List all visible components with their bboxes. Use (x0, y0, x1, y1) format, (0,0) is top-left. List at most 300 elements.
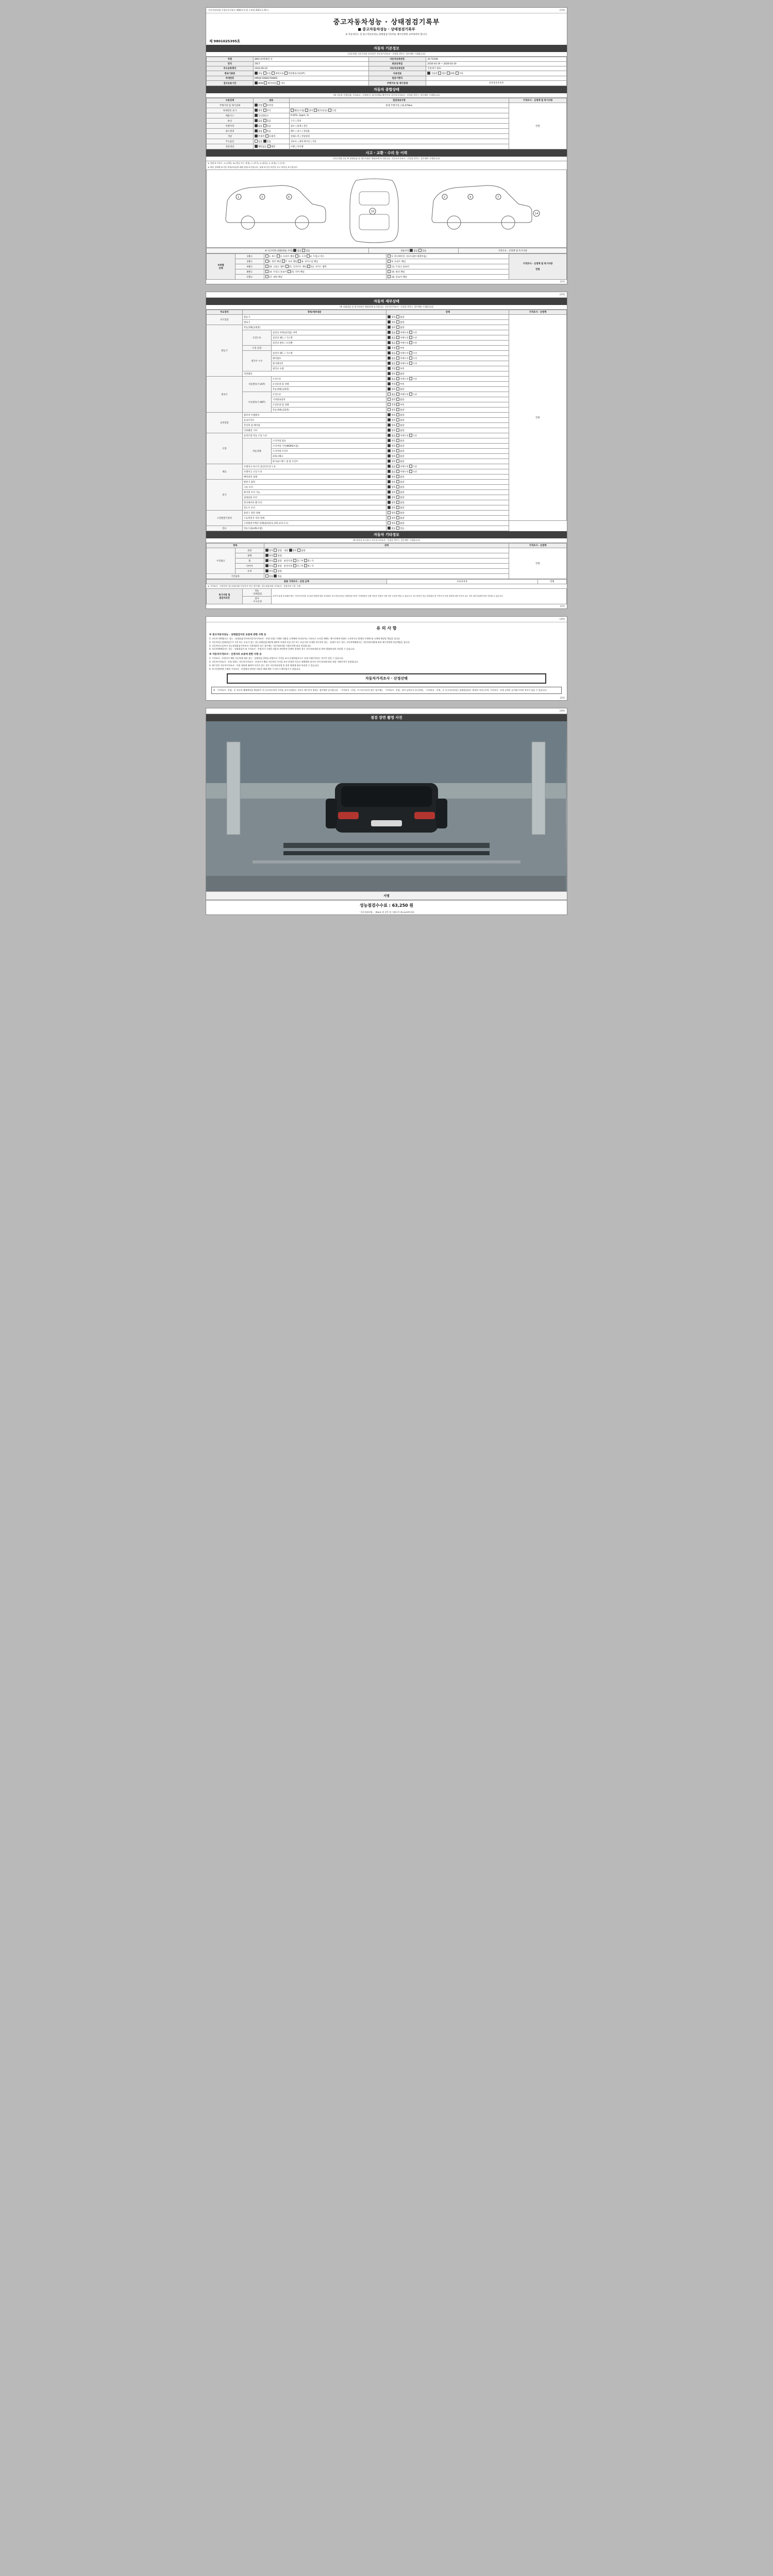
car-diagram-svg (207, 170, 566, 246)
checkbox-cl-ok[interactable] (388, 413, 391, 416)
item-waterpump: 워터펌프 (271, 356, 386, 361)
svg-text:6: 6 (288, 196, 290, 199)
checkbox-cr-bad[interactable] (396, 372, 399, 375)
label-transmission: 주소등록형식 (207, 66, 254, 71)
checkbox-simple-none[interactable] (410, 249, 413, 252)
checkbox-mt-leak2[interactable] (409, 393, 412, 396)
checkbox-vin-diff[interactable] (305, 109, 308, 112)
checkbox-fm-ok[interactable] (388, 501, 391, 504)
checkbox-usage-yes[interactable] (263, 129, 266, 132)
checkbox-st-ok[interactable] (388, 485, 391, 488)
state-mt-gear: 양호 불량 (386, 397, 509, 402)
checkbox-sd-engine-bad[interactable] (396, 315, 399, 318)
sheet3-page: (3쪽) (560, 618, 565, 620)
value-year: 2017 (253, 62, 368, 66)
checkbox-mtq-low[interactable] (396, 403, 399, 406)
checkbox-wp-micro[interactable] (396, 357, 399, 360)
checkbox-sd-engine-ok[interactable] (388, 315, 391, 318)
state-tierod: 양호 불량 (386, 459, 509, 464)
accident-price-cell: 가격조사 · 산정액 및 특기사항 만원 (509, 254, 567, 280)
checkbox-sd-trans-ok[interactable] (388, 320, 391, 324)
label-year: 연식 (207, 62, 254, 66)
checkbox-fuel-gasoline[interactable] (427, 72, 430, 75)
item-steer-joint: 스티어링 조인트 (271, 449, 386, 454)
checkbox-part-4[interactable] (307, 255, 310, 258)
group-fuel: 연료 (207, 526, 243, 531)
checkbox-ti-fr[interactable] (293, 564, 296, 567)
accident-legend-1: ※ 상태 표시부호 : X (교환), W (판금 또는 용접), C (부식), A (흠집), U (요철), T (손상) (208, 162, 285, 164)
checkbox-sj-ok[interactable] (388, 449, 391, 452)
checkbox-wh-lr[interactable] (304, 559, 307, 562)
checkbox-ext-bad[interactable] (274, 549, 277, 552)
checkbox-part-12[interactable] (307, 265, 310, 268)
signature-band: 서명 (206, 891, 567, 900)
checkbox-bo-micro[interactable] (396, 341, 399, 344)
checkbox-option-yes[interactable] (263, 140, 266, 143)
checkbox-cp-ok[interactable] (388, 511, 391, 514)
item-starter: 시동 모터 (242, 485, 386, 490)
checkbox-ti-ok[interactable] (265, 564, 268, 567)
section-overall-note: (※ 자동차 주행중량, 가격조사 · 산정액 등 평가자체를 확인인의 자동차가격조사 · 산정을 받은는 경우에만 기재합니다) (206, 93, 567, 98)
checkbox-bs-bad[interactable] (396, 475, 399, 478)
row-recall-cat: 리콜대상 (207, 144, 254, 149)
state-charge-port: 양호 불량 (386, 511, 509, 516)
checkbox-color-mono[interactable] (255, 134, 258, 138)
checkbox-rad-micro[interactable] (396, 362, 399, 365)
sheet-1 (206, 7, 567, 284)
checkbox-simple-yes[interactable] (418, 249, 422, 252)
checkbox-st-bad[interactable] (396, 485, 399, 488)
checkbox-int-bad[interactable] (297, 549, 300, 552)
checkbox-gl-ok[interactable] (265, 569, 268, 572)
sheet-3 (206, 616, 567, 701)
checkbox-mc-leak[interactable] (409, 465, 412, 468)
simple-repair: 단순수리 없음 있음 (368, 248, 459, 253)
checkbox-bk-none[interactable] (388, 470, 391, 473)
sign-row2-label: 검사 · 조사산정 (242, 597, 271, 604)
checkbox-mtg-ok[interactable] (388, 398, 391, 401)
checkbox-mtw-ok[interactable] (388, 408, 391, 411)
checkbox-history-yes[interactable] (263, 124, 266, 127)
checkbox-fuel-diesel[interactable] (438, 72, 441, 75)
fee-label: 성능점검수수료 (359, 903, 388, 908)
label-model: 차명 (207, 57, 254, 62)
checkbox-mtw-bad[interactable] (396, 408, 399, 411)
checkbox-wi-ok[interactable] (388, 490, 391, 494)
checkbox-bi-yes[interactable] (274, 574, 277, 578)
other-table (206, 543, 567, 579)
page-subnote: ※ 자동차인도 전 중고자동차성능·상태점검기록부를 매수인에게 교부하여야 합니다. (345, 33, 428, 36)
page-number: (1쪽) (560, 9, 565, 11)
total-unit: 만원 (538, 580, 567, 584)
other-row-wheel: 휠 (235, 558, 264, 564)
row-color-opts: 무채색 유채색 (253, 134, 289, 139)
sub-steer-work: 작동상태 (242, 438, 271, 464)
value-engine (426, 76, 567, 81)
item-wiper: 와이퍼 모터 기능 (242, 490, 386, 495)
state-mt-qty: 적정 부족 (386, 402, 509, 408)
checkbox-mtq-ok[interactable] (388, 403, 391, 406)
rank-2-left: 6. 쿼터 패널 7. 루프 패널 8. 사이드실 패널 (264, 259, 386, 264)
checkbox-pc-ok[interactable] (388, 454, 391, 457)
checkbox-at-micro[interactable] (396, 377, 399, 380)
svg-text:2: 2 (444, 196, 446, 199)
accident-question: ※ 사고이력 (외판/단순 수리) 없음 있음 (207, 248, 369, 253)
state-diff: 양호 불량 (386, 428, 509, 433)
label-gearbox: 변속기종류 (207, 71, 254, 76)
checkbox-hw-ok[interactable] (388, 521, 391, 524)
checkbox-mt-none[interactable] (388, 393, 391, 396)
checkbox-part-5[interactable] (388, 255, 391, 258)
value-inspection: OEM 제작차용 기타 (253, 81, 368, 86)
label-odometer: 주행거리 및 계기상태 (368, 81, 426, 86)
state-powercrank: 양호 불량 (386, 454, 509, 459)
checkbox-part-10[interactable] (265, 265, 268, 268)
checkbox-vin-ok[interactable] (255, 109, 258, 112)
checkbox-sp-bad[interactable] (396, 439, 399, 442)
checkbox-ext-ok[interactable] (265, 549, 268, 552)
sheet1-footer: (1쪽) (560, 280, 565, 283)
car-damage-diagram[interactable] (206, 170, 567, 248)
checkbox-cq-ok[interactable] (388, 367, 391, 370)
row-color-cat: 색상 (207, 134, 254, 139)
checkbox-hg-micro[interactable] (396, 336, 399, 339)
checkbox-part-15[interactable] (288, 270, 291, 273)
checkbox-ps-micro[interactable] (396, 434, 399, 437)
checkbox-rc-micro[interactable] (396, 331, 399, 334)
checkbox-cvt[interactable] (284, 72, 288, 75)
checkbox-hg-leak[interactable] (409, 336, 412, 339)
row-usage-opts: 없음 있음 (253, 129, 289, 134)
state-coolant-head: 없음 미세누수 누수 (386, 351, 509, 356)
checkbox-ch-micro[interactable] (396, 351, 399, 354)
checkbox-bo-leak[interactable] (409, 341, 412, 344)
checkbox-emission-co[interactable] (255, 114, 258, 117)
checkbox-ti-bad[interactable] (274, 564, 277, 567)
checkbox-pol-bad[interactable] (274, 554, 277, 557)
state-steer-joint: 양호 불량 (386, 449, 509, 454)
state-steer-pump: 양호 불량 (386, 438, 509, 444)
checkbox-bk-micro[interactable] (396, 470, 399, 473)
checkbox-hg-none[interactable] (388, 336, 391, 339)
state-at-work: 양호 불량 (386, 387, 509, 392)
item-mt-qty: 오일유량 및 상태 (271, 402, 386, 408)
row-odo-cat: 주행거리 및 계기상태 (207, 103, 254, 108)
checkbox-fuel-lpg[interactable] (447, 72, 450, 75)
checkbox-cr-ok[interactable] (388, 372, 391, 375)
section-overall-title: 자동차 종합상태 (206, 86, 567, 93)
checkbox-rad-none[interactable] (388, 362, 391, 365)
checkbox-at-none[interactable] (388, 377, 391, 380)
sheet-2 (206, 292, 567, 609)
checkbox-usage-none[interactable] (255, 129, 258, 132)
checkbox-wp-none[interactable] (388, 357, 391, 360)
item-hv-wiring: 고전원전기배선 상태(접속단자,피복,보호기구) (242, 521, 386, 526)
checkbox-ds-ok[interactable] (388, 423, 391, 427)
value-odometer: 0 0 0 0 0 0 0 (426, 81, 567, 86)
checkbox-oem[interactable] (255, 81, 258, 84)
checkbox-part-2[interactable] (277, 255, 280, 258)
row-tuning-cat: 튜닝 (207, 118, 254, 124)
other-price-cell: 만원 (509, 548, 567, 579)
checkbox-fm-bad[interactable] (396, 501, 399, 504)
checkbox-int-ok[interactable] (289, 549, 292, 552)
checkbox-ti-lr[interactable] (304, 564, 307, 567)
notice-p8: 4. 특기사항란에 기재된 가격조사 · 산정액과 관련된 사항은 매매 계약 시 반드시 확인하시기 바랍니다. (209, 667, 301, 670)
row-tuning-opts: 없음 있음 (253, 118, 289, 124)
state-windowmotor: 양호 불량 (386, 505, 509, 511)
state-waterpump: 없음 미세누수 누수 (386, 356, 509, 361)
label-plate: 자동차등록번호 (368, 57, 426, 62)
rank-2: 2랭크 (235, 259, 264, 264)
item-hv-battery: 구동축전지 격리 상태 (242, 516, 386, 521)
checkbox-atq-low[interactable] (396, 382, 399, 385)
sub-mt: 수동변속기 (M/T) (242, 392, 271, 413)
checkbox-vin-paint[interactable] (328, 109, 331, 112)
detail-col-group: 주요장치 (207, 310, 243, 315)
checkbox-option-none[interactable] (255, 140, 258, 143)
label-engine-type: 자동차등록번호 (368, 66, 426, 71)
checkbox-bk-leak[interactable] (409, 470, 412, 473)
checkbox-rc-leak[interactable] (409, 331, 412, 334)
overall-table (206, 98, 567, 149)
checkbox-cq-low[interactable] (396, 367, 399, 370)
item-blower: 실내송풍 모터 (242, 495, 386, 500)
item-radiator: 라디에이터 (271, 361, 386, 366)
item-at-leak: 오일누유 (271, 377, 386, 382)
section-basic-note: (자동차법 기준가격표 등사인은 자동차가격조사 · 산정을 받은는 경우에만 기재합니다) (206, 52, 567, 57)
checkbox-vin-rust[interactable] (263, 109, 266, 112)
checkbox-vin-mod[interactable] (314, 109, 317, 112)
checkbox-rc-none[interactable] (388, 331, 391, 334)
simple-repair-label: 단순수리 (400, 250, 410, 252)
item-alternator: 발전기 출력 (242, 480, 386, 485)
notice-p1: 1. 자동차 매매업자는 성능 · 상태점검기록부(자동차가격조사 · 산정 포함) 기재된 내용을 고객에게 아니하거나 거짓으로 고지할 때에는 매수인에게 허위로 고지하거나 발생한 문제에 대 고객에 배상할 책임을 집니다. (209, 637, 400, 640)
checkbox-recall-yes[interactable] (267, 145, 271, 148)
checkbox-tuning-none[interactable] (255, 119, 258, 122)
checkbox-sj-bad[interactable] (396, 449, 399, 452)
checkbox-tr-bad[interactable] (396, 460, 399, 463)
svg-text:10: 10 (371, 210, 375, 213)
checkbox-al-ok[interactable] (388, 480, 391, 483)
checkbox-bs-ok[interactable] (388, 475, 391, 478)
section-other-title: 자동차 기타정보 (206, 531, 567, 538)
checkbox-bi-none[interactable] (265, 574, 268, 578)
checkbox-ch-leak[interactable] (409, 351, 412, 354)
checkbox-oq-low[interactable] (396, 346, 399, 349)
label-vin: 차대번호 (207, 76, 254, 81)
checkbox-wh-fr[interactable] (293, 559, 296, 562)
other-row-basic: 기본품목 (207, 574, 264, 579)
checkbox-part-1[interactable] (265, 255, 268, 258)
checkbox-bl-bad[interactable] (396, 496, 399, 499)
checkbox-sg-bad[interactable] (396, 444, 399, 447)
value-plate: 26가0199 (426, 57, 567, 62)
checkbox-part-9[interactable] (388, 260, 391, 263)
document-page (0, 0, 773, 915)
value-fuel: 가솔린 경유 LPG 기타 (426, 71, 567, 76)
checkbox-part-14[interactable] (265, 270, 268, 273)
checkbox-wh-ok[interactable] (265, 559, 268, 562)
checkbox-wi-bad[interactable] (396, 490, 399, 494)
item-diff: 디퍼렌셜 기어 (242, 428, 386, 433)
state-blower: 양호 불량 (386, 495, 509, 500)
total-label-text: 최종 가격조사 · 산정 금액 (283, 581, 309, 583)
section-accident-title: 사고 · 교환 · 수리 등 이력 (206, 149, 567, 157)
checkbox-wh-bad[interactable] (274, 559, 277, 562)
label-first-reg: 최초등록일 (368, 62, 426, 66)
checkbox-fuel-etc[interactable] (456, 72, 459, 75)
checkbox-eng-idle-ok[interactable] (388, 326, 391, 329)
row-vin-detail: 훼손(오염) 상이 변조(타공) 도말 (289, 108, 509, 113)
item-steer-pump: 스티어링 펌프 (271, 438, 386, 444)
checkbox-mc-micro[interactable] (396, 465, 399, 468)
section-accident-note: (자동차법 기준 ※ 상태점검 및 평가사항은 해당란에 표기합니다. 자동차가격조사 · 산정을 받은는 경우에만 기재합니다) (206, 157, 567, 161)
other-col-state: 상태 (264, 544, 509, 548)
rank-c-right: 18. 플로어 패널 (386, 275, 509, 280)
other-state-glass: 양호 불량 (264, 569, 509, 574)
checkbox-sg-ok[interactable] (388, 444, 391, 447)
sign-group-label: 특기사항 및 점검자의견 (207, 589, 243, 604)
photo-footer: 「자동차관리법」 제58조 및 같은 법 시행규칙 제120조에 따라 (359, 910, 414, 913)
checkbox-auto[interactable] (255, 72, 258, 75)
checkbox-tr-ok[interactable] (388, 460, 391, 463)
checkbox-color-chroma[interactable] (265, 134, 268, 138)
row-history-opts: 없음 있음 (253, 124, 289, 129)
item-selfdiag-engine: 원동기 (242, 315, 386, 320)
checkbox-nonoem[interactable] (264, 81, 267, 84)
checkbox-accident-none[interactable] (293, 249, 296, 252)
checkbox-atq-ok[interactable] (388, 382, 391, 385)
item-oilqty (271, 346, 386, 351)
label-fuel: 사용연료 (368, 71, 426, 76)
checkbox-df-ok[interactable] (388, 429, 391, 432)
checkbox-cp-bad[interactable] (396, 511, 399, 514)
signature-table (206, 588, 567, 604)
checkbox-pol-ok[interactable] (265, 554, 268, 557)
checkbox-manual[interactable] (263, 72, 266, 75)
item-mt-gear: 기어변속장치 (271, 397, 386, 402)
checkbox-part-13[interactable] (388, 265, 391, 268)
section-basic-title: 자동차 기본정보 (206, 45, 567, 52)
rank-2-items: 5. 라디에이터 서포트(볼트체결부품) (386, 254, 509, 259)
checkbox-wm-bad[interactable] (396, 506, 399, 509)
checkbox-hb-bad[interactable] (396, 516, 399, 519)
item-booster: 배력장치 상태 (242, 474, 386, 480)
rank-b-left: 14. 트렁크 플로어 15. 리어 패널 (264, 269, 386, 275)
other-state-polish: 양호 불량 (264, 553, 509, 558)
notice-h1: ※ 중고자동차성능 · 상태점검자의 보증에 관한 사항 등 (209, 634, 266, 636)
checkbox-etc2[interactable] (277, 81, 280, 84)
checkbox-recall-na[interactable] (255, 145, 258, 148)
checkbox-pc-bad[interactable] (396, 454, 399, 457)
row-option-cat: 주요옵션 (207, 139, 254, 144)
checkbox-wm-ok[interactable] (388, 506, 391, 509)
notice-p6: 2. 자동차가격조사 · 산정 결과는 자동차가격조사 · 산정자가 해당 자동차의 가격을 조사·산정한 것으로 매매계약 당사자 간의 합의에 따라 최종 거래가격이 결정됩니다. (209, 660, 359, 663)
item-coolant-qty: 냉각수 수량 (271, 366, 386, 371)
other-row-exterior: 외장 (235, 548, 264, 553)
checkbox-odo-ok[interactable] (255, 104, 258, 107)
checkbox-tuning-yes[interactable] (263, 119, 266, 122)
state-commonrail: 양호 불량 (386, 371, 509, 377)
checkbox-hb-ok[interactable] (388, 516, 391, 519)
checkbox-al-bad[interactable] (396, 480, 399, 483)
checkbox-fl-yes[interactable] (396, 527, 399, 530)
checkbox-bl-ok[interactable] (388, 496, 391, 499)
page-subtitle: ■ 중고자동차성능 · 상태점검기록부 (358, 27, 415, 31)
checkbox-part-3[interactable] (295, 255, 298, 258)
checkbox-at-leak2[interactable] (409, 377, 412, 380)
checkbox-vin-damage[interactable] (291, 109, 294, 112)
checkbox-history-none[interactable] (255, 124, 258, 127)
state-rocker-cover: 없음 미세누유 누유 (386, 330, 509, 335)
checkbox-ps-leak[interactable] (409, 434, 412, 437)
checkbox-fl-none[interactable] (388, 527, 391, 530)
checkbox-ds-bad[interactable] (396, 423, 399, 427)
state-coolant-qty: 적정 부족 (386, 366, 509, 371)
checkbox-mt-micro[interactable] (396, 393, 399, 396)
checkbox-wp-leak[interactable] (409, 357, 412, 360)
checkbox-odo-bad[interactable] (263, 104, 266, 107)
checkbox-gl-bad[interactable] (274, 569, 277, 572)
checkbox-eng-idle-bad[interactable] (396, 326, 399, 329)
checkbox-ch-none[interactable] (388, 351, 391, 354)
label-engine: 원동기형식 (368, 76, 426, 81)
checkbox-oq-ok[interactable] (388, 346, 391, 349)
checkbox-part-7[interactable] (282, 260, 285, 263)
checkbox-sp-ok[interactable] (388, 439, 391, 442)
fee-unit: 원 (409, 903, 414, 908)
checkbox-part-16[interactable] (388, 270, 391, 273)
checkbox-df-bad[interactable] (396, 429, 399, 432)
checkbox-accident-yes[interactable] (302, 249, 305, 252)
checkbox-bo-none[interactable] (388, 341, 391, 344)
sheet2-footer: (2쪽) (560, 605, 565, 607)
rank-a: A랭크 (235, 264, 264, 269)
checkbox-cv-ok[interactable] (388, 418, 391, 421)
checkbox-semi[interactable] (272, 72, 275, 75)
checkbox-hw-bad[interactable] (396, 521, 399, 524)
col-detail: 점검내용사항 (289, 98, 509, 103)
item-cvjoint: 등속조인트 (242, 418, 386, 423)
row-emission-cat: 배출가스 (207, 113, 254, 118)
state-driveshaft: 양호 불량 (386, 423, 509, 428)
checkbox-mtg-bad[interactable] (396, 398, 399, 401)
state-brake-oil: 없음 미세누유 누유 (386, 469, 509, 474)
checkbox-rad-leak[interactable] (409, 362, 412, 365)
row-vin-opts: 양호 부식 (253, 108, 289, 113)
accident-price-label: 가격조사 · 산정액 및 특기사항 (459, 248, 567, 253)
checkbox-atw-ok[interactable] (388, 387, 391, 391)
item-ps-leak: 동력조향 작동 오일 누유 (242, 433, 386, 438)
sign-right-text: 소비자 분쟁 및 피해구제는 '소비자기본법' 및 관련 법령에 따라 처리되며, 중고자동차성능·상태점검기록부 기재내용과 실제 자동차 상태가 다를 경우 보상을 받을 수 있습니다. 중고자동차 성능·상태점검 및 가격조사·산정 결과에 대한 이의가 있는 경우 관련 법령에 따라 처리할 수 있습니다. (271, 589, 566, 604)
checkbox-part-11[interactable] (285, 265, 289, 268)
checkbox-cl-bad[interactable] (396, 413, 399, 416)
state-oilqty: 적정 부족 (386, 346, 509, 351)
checkbox-atw-bad[interactable] (396, 387, 399, 391)
checkbox-part-6[interactable] (265, 260, 268, 263)
checkbox-ps-none[interactable] (388, 434, 391, 437)
checkbox-part-8[interactable] (298, 260, 301, 263)
col-price: 가격조사 · 산정액 및 특기사항 (509, 98, 567, 103)
total-table (206, 579, 567, 584)
checkbox-part-17[interactable] (265, 275, 268, 278)
checkbox-cv-bad[interactable] (396, 418, 399, 421)
checkbox-part-18[interactable] (388, 275, 391, 278)
checkbox-mc-none[interactable] (388, 465, 391, 468)
state-hv-battery: 양호 불량 (386, 516, 509, 521)
checkbox-sd-trans-bad[interactable] (396, 320, 399, 324)
